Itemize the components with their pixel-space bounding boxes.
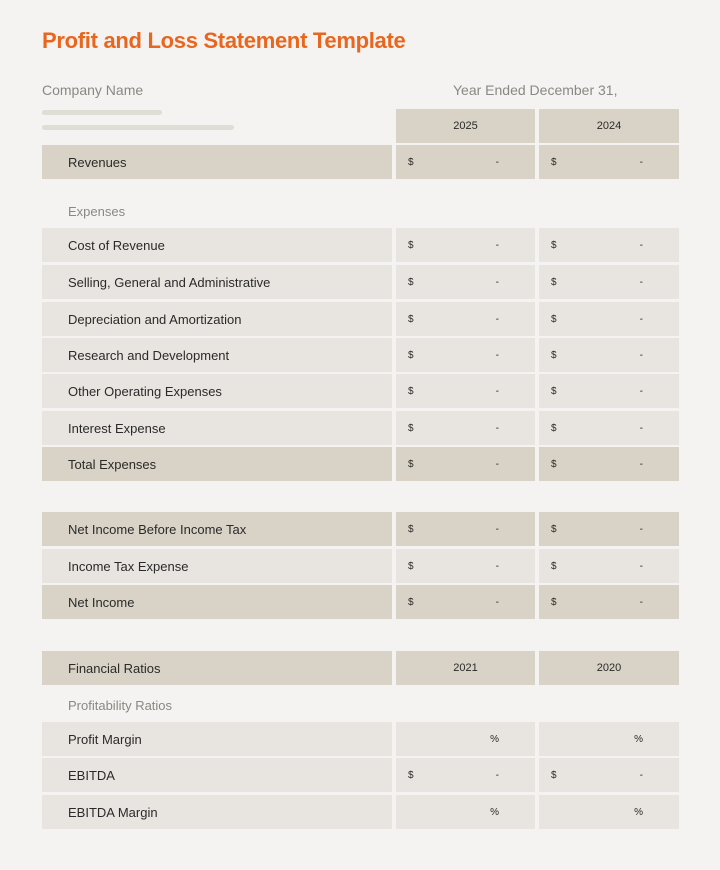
value-cell[interactable] <box>396 411 535 445</box>
currency-symbol: $ <box>551 560 557 572</box>
amount: - <box>495 523 499 535</box>
year-ended-label: Year Ended December 31, <box>453 82 618 98</box>
amount: - <box>495 560 499 572</box>
currency-symbol: $ <box>551 239 557 251</box>
year-2-header: 2024 <box>539 109 679 143</box>
section-heading: Expenses <box>68 204 126 219</box>
percent-symbol: % <box>634 806 643 818</box>
value-cell[interactable] <box>396 374 535 408</box>
value-cell[interactable] <box>539 302 679 336</box>
company-name-label: Company Name <box>42 82 144 98</box>
percent-symbol: % <box>490 733 499 745</box>
ratios-header-row <box>42 651 679 685</box>
amount: - <box>495 385 499 397</box>
percent-cell[interactable] <box>396 722 535 756</box>
row-label: Net Income Before Income Tax <box>42 512 392 546</box>
year-1-header: 2025 <box>396 109 535 143</box>
value-cell[interactable] <box>539 265 679 299</box>
percent-cell[interactable] <box>539 722 679 756</box>
currency-symbol: $ <box>551 458 557 470</box>
table-row <box>42 795 679 829</box>
table-row <box>42 265 679 299</box>
row-label: Research and Development <box>42 338 392 372</box>
table-row <box>42 302 679 336</box>
table-row <box>42 758 679 792</box>
amount: - <box>639 349 643 361</box>
table-row <box>42 722 679 756</box>
amount: - <box>495 422 499 434</box>
value-cell[interactable] <box>396 549 535 583</box>
amount: - <box>639 313 643 325</box>
amount: - <box>495 239 499 251</box>
amount: - <box>639 523 643 535</box>
currency-symbol: $ <box>551 385 557 397</box>
row-label: Profit Margin <box>42 722 392 756</box>
amount: - <box>639 239 643 251</box>
value-cell[interactable] <box>539 145 679 179</box>
currency-symbol: $ <box>408 156 414 168</box>
row-label: Depreciation and Amortization <box>42 302 392 336</box>
currency-symbol: $ <box>551 349 557 361</box>
amount: - <box>639 769 643 781</box>
value-cell[interactable] <box>396 338 535 372</box>
value-cell[interactable] <box>539 228 679 262</box>
amount: - <box>495 458 499 470</box>
table-row <box>42 338 679 372</box>
row-label: Selling, General and Administrative <box>42 265 392 299</box>
amount: - <box>495 156 499 168</box>
percent-cell[interactable] <box>396 795 535 829</box>
value-cell[interactable] <box>539 512 679 546</box>
currency-symbol: $ <box>408 385 414 397</box>
row-label: Net Income <box>42 585 392 619</box>
amount: - <box>639 276 643 288</box>
percent-symbol: % <box>634 733 643 745</box>
value-cell[interactable] <box>539 585 679 619</box>
currency-symbol: $ <box>408 596 414 608</box>
year-header-row <box>42 109 679 143</box>
value-cell[interactable] <box>539 758 679 792</box>
row-label: Other Operating Expenses <box>42 374 392 408</box>
value-cell[interactable] <box>539 447 679 481</box>
currency-symbol: $ <box>551 523 557 535</box>
amount: - <box>495 349 499 361</box>
value-cell[interactable] <box>539 338 679 372</box>
value-cell[interactable] <box>396 447 535 481</box>
row-label: Income Tax Expense <box>42 549 392 583</box>
page-title: Profit and Loss Statement Template <box>42 28 406 53</box>
row-label: EBITDA Margin <box>42 795 392 829</box>
value-cell[interactable] <box>539 374 679 408</box>
currency-symbol: $ <box>551 422 557 434</box>
currency-symbol: $ <box>408 422 414 434</box>
ratio-year-1-header: 2021 <box>396 651 535 685</box>
amount: - <box>495 596 499 608</box>
currency-symbol: $ <box>551 276 557 288</box>
amount: - <box>639 458 643 470</box>
table-row <box>42 549 679 583</box>
currency-symbol: $ <box>408 276 414 288</box>
amount: - <box>639 156 643 168</box>
table-row <box>42 411 679 445</box>
table-row <box>42 374 679 408</box>
row-label: Interest Expense <box>42 411 392 445</box>
value-cell[interactable] <box>396 512 535 546</box>
percent-cell[interactable] <box>539 795 679 829</box>
ratio-year-2-header: 2020 <box>539 651 679 685</box>
row-label: Revenues <box>42 145 392 179</box>
amount: - <box>495 276 499 288</box>
value-cell[interactable] <box>396 145 535 179</box>
currency-symbol: $ <box>408 239 414 251</box>
value-cell[interactable] <box>396 228 535 262</box>
table-row <box>42 512 679 546</box>
value-cell[interactable] <box>539 411 679 445</box>
value-cell[interactable] <box>539 549 679 583</box>
table-row <box>42 145 679 179</box>
currency-symbol: $ <box>408 523 414 535</box>
section-heading: Profitability Ratios <box>68 698 173 713</box>
currency-symbol: $ <box>408 349 414 361</box>
value-cell[interactable] <box>396 758 535 792</box>
ratios-heading: Financial Ratios <box>42 651 392 685</box>
row-label: EBITDA <box>42 758 392 792</box>
amount: - <box>639 596 643 608</box>
currency-symbol: $ <box>551 313 557 325</box>
currency-symbol: $ <box>408 458 414 470</box>
currency-symbol: $ <box>551 769 557 781</box>
table-row <box>42 585 679 619</box>
value-cell[interactable] <box>396 265 535 299</box>
row-label: Total Expenses <box>42 447 392 481</box>
value-cell[interactable] <box>396 585 535 619</box>
amount: - <box>639 422 643 434</box>
amount: - <box>495 313 499 325</box>
currency-symbol: $ <box>551 596 557 608</box>
currency-symbol: $ <box>408 313 414 325</box>
table-row <box>42 228 679 262</box>
value-cell[interactable] <box>396 302 535 336</box>
currency-symbol: $ <box>408 560 414 572</box>
currency-symbol: $ <box>551 156 557 168</box>
percent-symbol: % <box>490 806 499 818</box>
amount: - <box>639 385 643 397</box>
amount: - <box>639 560 643 572</box>
row-label: Cost of Revenue <box>42 228 392 262</box>
amount: - <box>495 769 499 781</box>
table-row <box>42 447 679 481</box>
currency-symbol: $ <box>408 769 414 781</box>
